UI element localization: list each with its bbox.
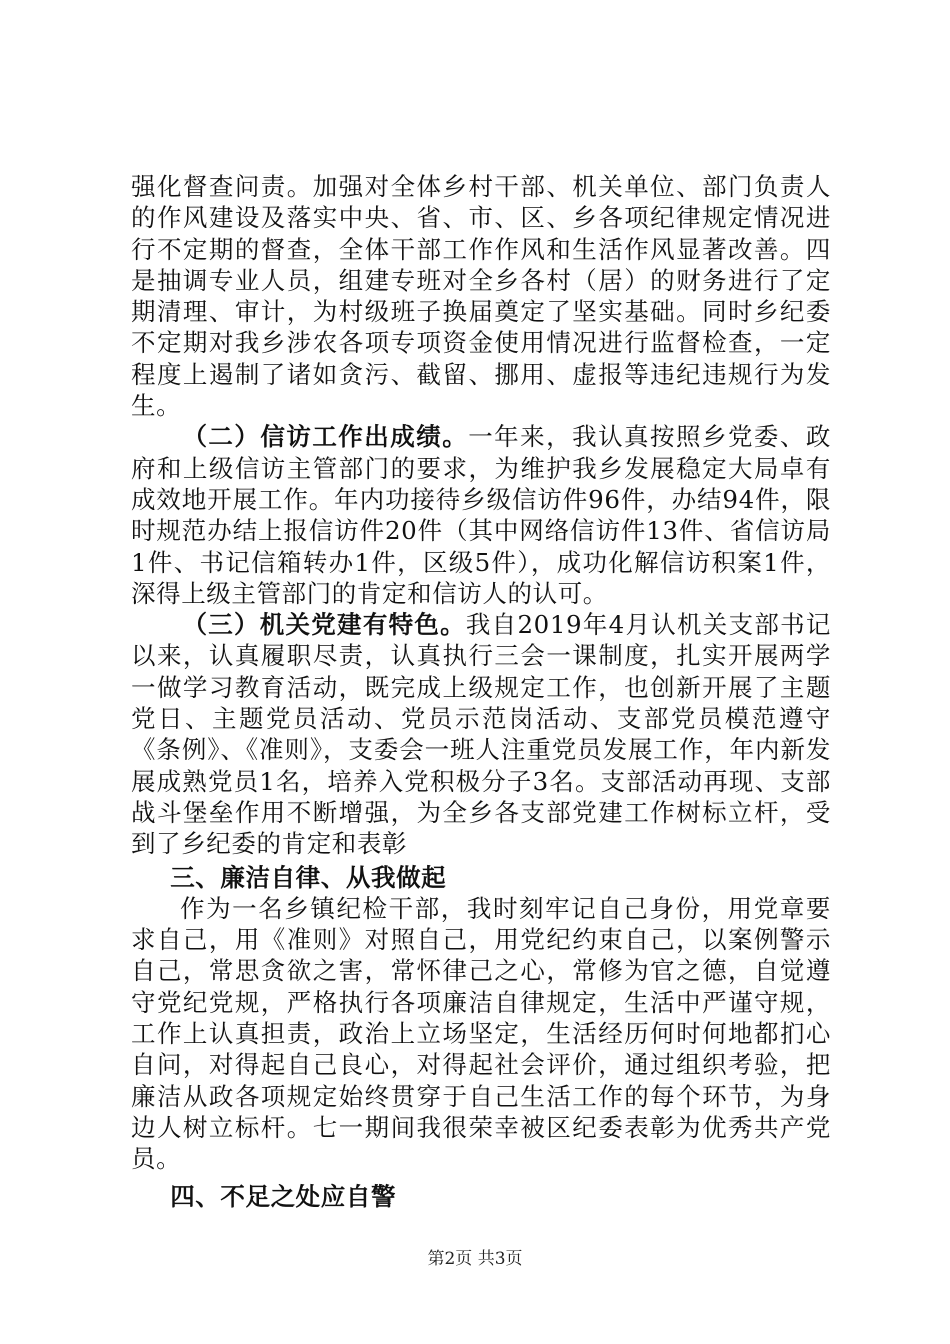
- section-title-petition: （二）信访工作出成绩。: [182, 422, 469, 452]
- section-body-petition: 一年来，我认真按照乡党委、政府和上级信访主管部门的要求，为维护我乡发展稳定大局卓有成效地开展工作。年内功接待乡级信访件96件，办结94件，限时规范办结上报信访件20件（其中网络信访件13件、省信访局1件、书记信箱转办1件，区级5件），成功化解信访积案1件，深得上级主管部门的肯定和信访人的认可。: [131, 422, 831, 608]
- section-title-party-building: （三）机关党建有特色。: [182, 610, 466, 640]
- paragraph-petition: [131, 421, 831, 609]
- paragraph-integrity: 作为一名乡镇纪检干部，我时刻牢记自己身份，用党章要求自己，用《准则》对照自己，用党纪约束自己，以案例警示自己，常思贪欲之害，常怀律己之心，常修为官之德，自觉遵守党纪党规，严格执行各项廉洁自律规定，生活中严谨守规，工作上认真担责，政治上立场坚定，生活经历何时何地都扪心自问，对得起自己良心，对得起社会评价，通过组织考验，把廉洁从政各项规定始终贯穿于自己生活工作的每个环节，为身边人树立标杆。七一期间我很荣幸被区纪委表彰为优秀共产党员。: [131, 893, 831, 1174]
- heading-shortcomings: 四、不足之处应自警: [170, 1181, 397, 1211]
- page-footer: 第2页 共3页: [427, 1249, 523, 1269]
- document-body: [131, 171, 831, 1212]
- paragraph-party-building: [131, 609, 831, 859]
- heading-integrity: 三、廉洁自律、从我做起: [170, 862, 447, 892]
- paragraph-supervision: 强化督查问责。加强对全体乡村干部、机关单位、部门负责人的作风建设及落实中央、省、市、区、乡各项纪律规定情况进行不定期的督查，全体干部工作作风和生活作风显著改善。四是抽调专业人员，组建专班对全乡各村（居）的财务进行了定期清理、审计，为村级班子换届奠定了坚实基础。同时乡纪委不定期对我乡涉农各项专项资金使用情况进行监督检查，一定程度上遏制了诸如贪污、截留、挪用、虚报等违纪违规行为发生。: [131, 172, 831, 421]
- section-body-party-building: 我自2019年4月认机关支部书记以来，认真履职尽责，认真执行三会一课制度，扎实开展两学一做学习教育活动，既完成上级规定工作，也创新开展了主题党日、主题党员活动、党员示范岗活动、支部党员模范遵守《条例》、《准则》，支委会一班人注重党员发展工作，年内新发展成熟党员1名，培养入党积极分子3名。支部活动再现、支部战斗堡垒作用不断增强，为全乡各支部党建工作树标立杆，受到了乡纪委的肯定和表彰: [131, 610, 831, 859]
